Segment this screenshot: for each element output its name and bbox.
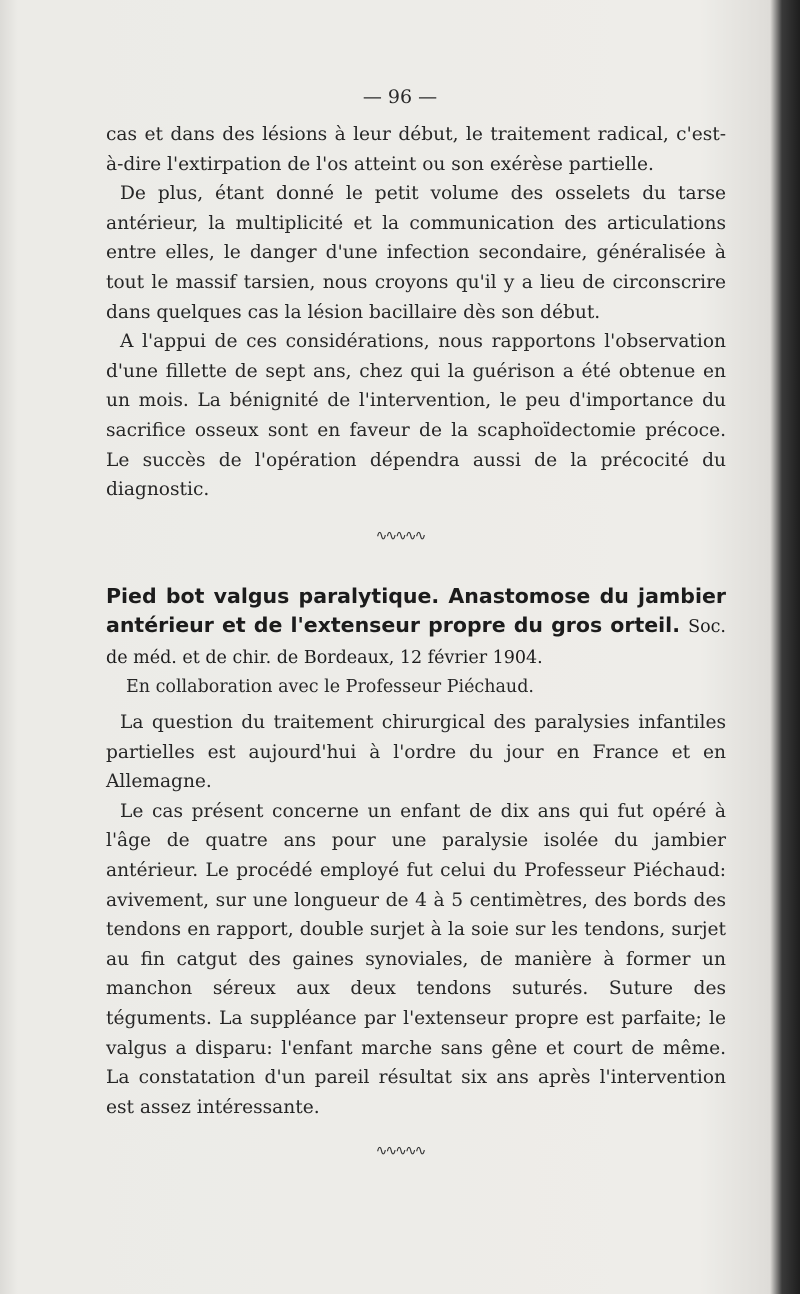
- section-pied-bot: [106, 708, 726, 1122]
- paragraph: La question du traitement chirurgical des paralysies infantiles partielles est aujourd'hui à l'ordre du jour en France et en Allemagne.: [106, 712, 726, 793]
- page-number: — 96 —: [362, 86, 438, 108]
- section-scaphoidectomie: [106, 120, 726, 505]
- article-title-line: [106, 582, 726, 673]
- paragraph: Le cas présent concerne un enfant de dix ans qui fut opéré à l'âge de quatre ans pour une paralysie isolée du jambier antérieur. Le procédé employé fut celui du Professeur Piéchaud: avivement, sur une longueur de 4 à 5 centimètres, des bords des tendons en rapport, double surjet à la soie sur les tendons, surjet au fin catgut des gaines synoviales, de manière à former un manchon séreux aux deux tendons suturés. Suture des téguments. La suppléance par l'extenseur propre est parfaite; le valgus a disparu: l'enfant marche sans gêne et court de même. La constatation d'un pareil résultat six ans après l'intervention est assez intéressante.: [106, 800, 726, 1118]
- paragraph-continuation: cas et dans des lésions à leur début, le traitement radical, c'est-à-dire l'extirpation de l'os atteint ou son exérèse partielle.: [106, 124, 726, 175]
- article-collaboration: En collaboration avec le Professeur Piéchaud.: [126, 677, 534, 697]
- article-citation: Soc. de méd. et de chir. de Bordeaux, 12 février 1904.: [106, 617, 726, 668]
- article-title: Pied bot valgus paralytique. Anastomose du jambier antérieur et de l'extenseur propre du gros orteil.: [106, 584, 726, 637]
- article-heading: [106, 582, 726, 702]
- section-divider-ornament: ∿∿∿∿∿: [375, 528, 425, 544]
- paragraph: A l'appui de ces considérations, nous rapportons l'observation d'une fillette de sept ans, chez qui la guérison a été obtenue en un mois. La bénignité de l'intervention, le peu d'importance du sacrifice osseux sont en faveur de la scaphoïdectomie précoce. Le succès de l'opération dépendra aussi de la précocité du diagnostic.: [106, 331, 726, 501]
- paragraph: De plus, étant donné le petit volume des osselets du tarse antérieur, la multiplicité et la communication des articulations entre elles, le danger d'une infection secondaire, généralisée à tout le massif tarsien, nous croyons qu'il y a lieu de circonscrire dans quelques cas la lésion bacillaire dès son début.: [106, 183, 726, 323]
- section-divider-ornament: ∿∿∿∿∿: [375, 1143, 425, 1159]
